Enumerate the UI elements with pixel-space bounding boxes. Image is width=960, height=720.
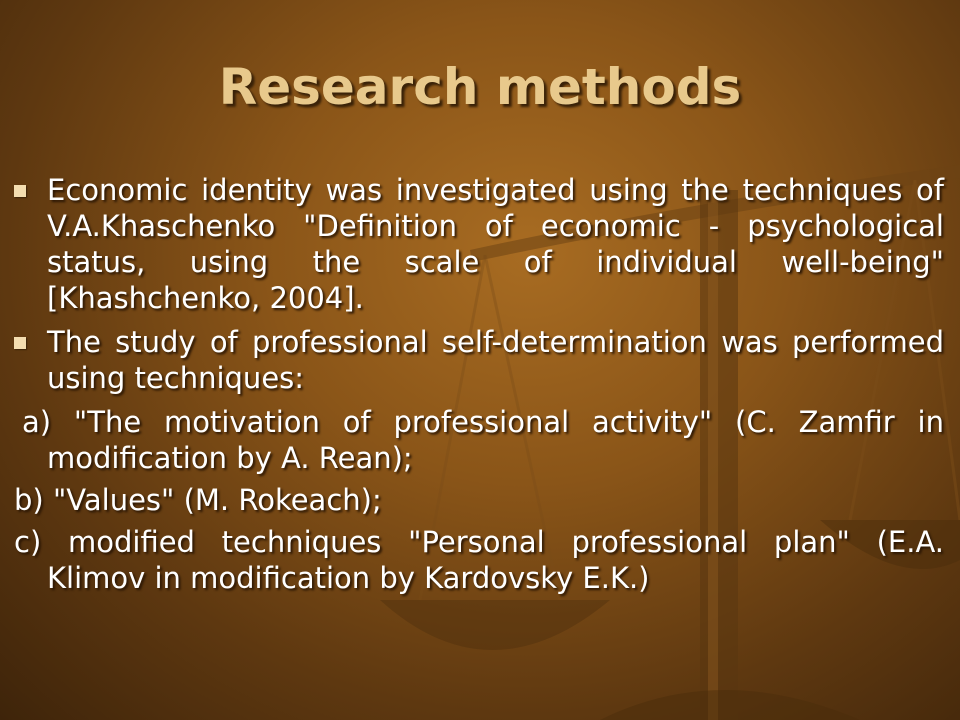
square-bullet-icon [14, 185, 26, 197]
slide-title: Research methods [218, 58, 742, 116]
bullet-text: The study of professional self-determination was performed using techniques: [47, 325, 944, 395]
square-bullet-icon [14, 337, 26, 349]
bullet-item [14, 324, 944, 396]
slide-body [14, 172, 944, 602]
method-item-b: b) "Values" (M. Rokeach); [14, 483, 382, 517]
bullet-text: Economic identity was investigated using the techniques of V.A.Khaschenko "Definition of economic - psychological status, using the scale of individual well-being" [Khashchenko, 2004]. [47, 173, 944, 315]
bullet-item [14, 172, 944, 316]
method-item-a: a) "The motivation of professional activity" (C. Zamfir in modification by A. Rean); [22, 405, 944, 475]
method-item-c: c) modified techniques "Personal professional plan" (E.A. Klimov in modification by Kardovsky E.K.) [14, 525, 944, 595]
